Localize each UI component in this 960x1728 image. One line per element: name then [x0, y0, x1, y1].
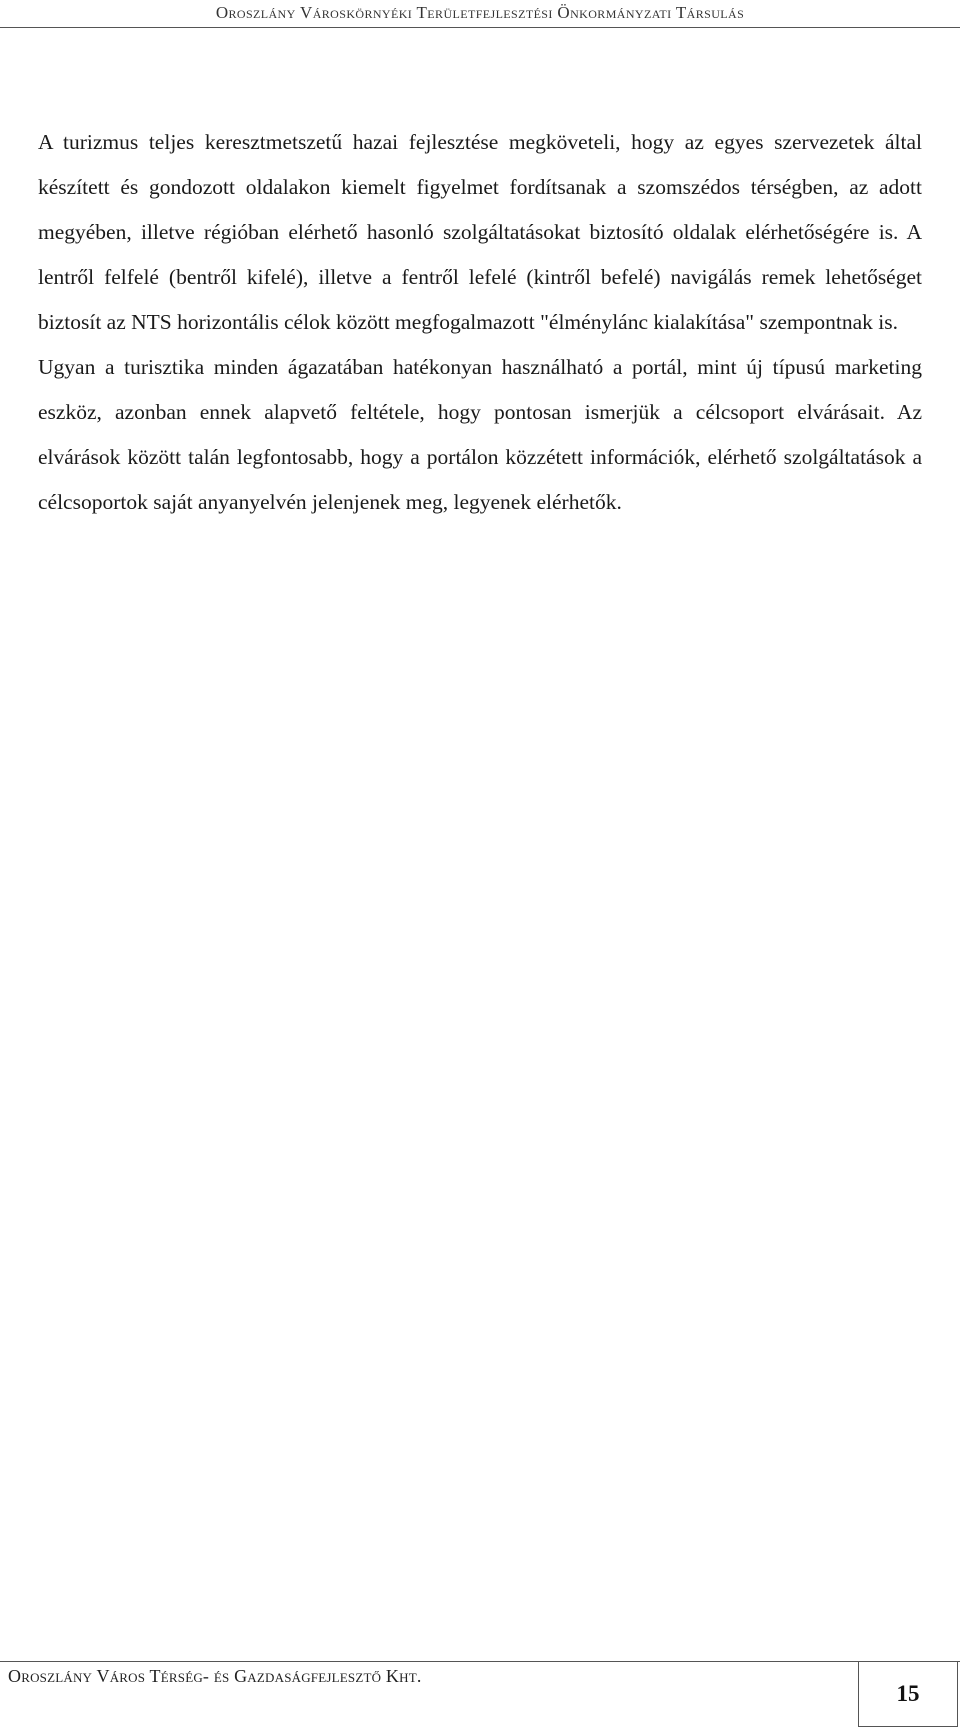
header-title: Oroszlány Városkörnyéki Területfejlesztési Önkormányzati Társulás [215, 3, 745, 22]
footer-organization: Oroszlány Város Térség- és Gazdaságfejlesztő Kht. [8, 1666, 422, 1686]
running-header [0, 0, 960, 28]
document-body [38, 120, 922, 525]
page-number-box [858, 1662, 958, 1727]
paragraph-1: A turizmus teljes keresztmetszetű hazai fejlesztése megköveteli, hogy az egyes szervezetek által készített és gondozott oldalakon kiemelt figyelmet fordítsanak a szomszédos térségben, az adott megyében, illetve régióban elérhető hasonló szolgáltatásokat biztosító oldalak elérhetőségére is. A lentről felfelé (bentről kifelé), illetve a fentről lefelé (kintről befelé) navigálás remek lehetőséget biztosít az NTS horizontális célok között megfogalmazott "élménylánc kialakítása" szempontnak is. [38, 130, 922, 334]
paragraph-2: Ugyan a turisztika minden ágazatában hatékonyan használható a portál, mint új típusú marketing eszköz, azonban ennek alapvető feltétele, hogy pontosan ismerjük a célcsoport elvárásait. Az elvárások között talán legfontosabb, hogy a portálon közzétett információk, elérhető szolgáltatások a célcsoportok saját anyanyelvén jelenjenek meg, legyenek elérhetők. [38, 355, 922, 514]
page-number: 15 [896, 1681, 920, 1706]
running-footer [0, 1661, 960, 1728]
